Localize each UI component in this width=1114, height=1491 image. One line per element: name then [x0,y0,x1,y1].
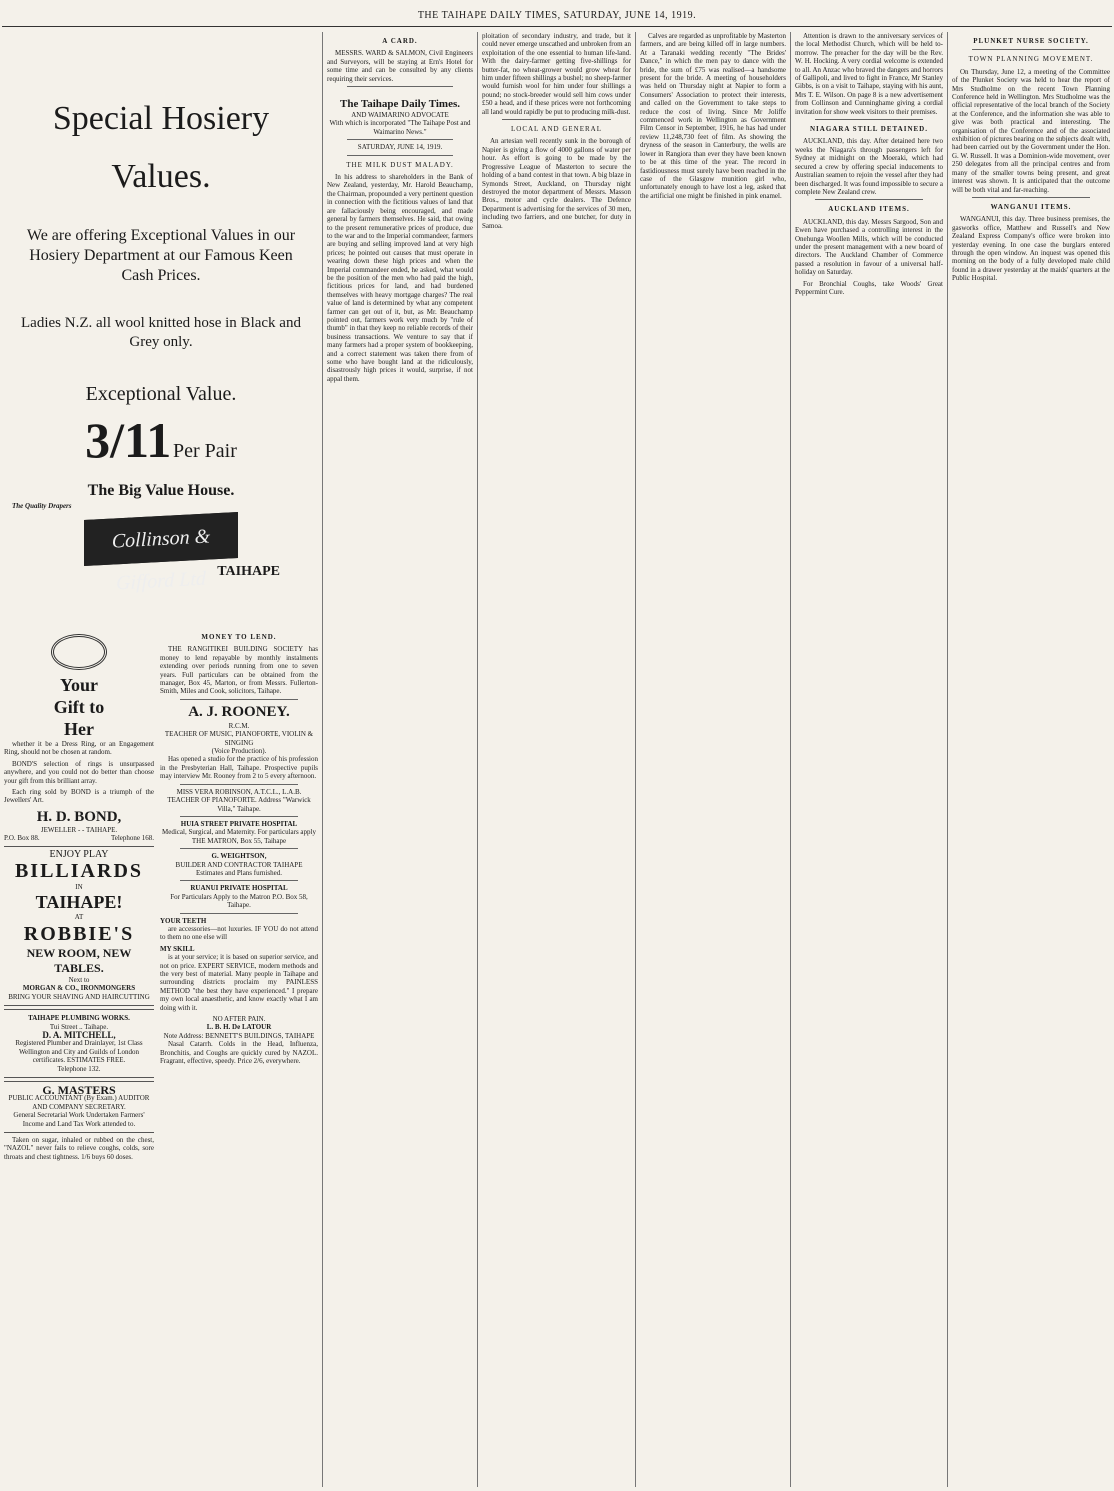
left-adverts [4,628,154,1487]
column-5-text: Calves are regarded as unprofitable by Masterton farmers, and are being killed off in large numbers. At a Taranaki wedding recently "The Brides' Dance," in which the men pay to dance with the bride, the sum of £75 was realised—a handsome present for the bride. A meeting of householders was held on Thursday night at Napier to form a Consumers' Association to protect their interests, and called on the Government to take steps to reduce the cost of living. Since Mr Joliffe commenced work in Wellington as Government Film Censor in September, 1916, he has had under review 11,248,730 feet of film. As showing the dryness of the season in Canterbury, the wells are lower in Rangiora than ever they have been known to be at this time of the year. The record in fastidiousness must surely have been reached in the case of the Glasgow munition girl who, unfortunately enough to have lost a leg, asked that the artificial one might be finished in pink enamel. [640,32,786,200]
editorial-column [327,32,473,1487]
bond-text-2: BOND'S selection of rings is unsurpassed anywhere, and you could not do better than choose your gift from this brilliant array. [4,759,154,785]
ruanui-text: For Particulars Apply to the Matron P.O. Box 58, Taihape. [170,892,308,910]
hosiery-title-2: Values. [111,158,211,195]
small-ads-column [160,628,318,1487]
money-text: THE RANGITIKEI BUILDING SOCIETY has money to lend repayable by monthly instalments extending over periods running from one to seven years. Full particulars can be obtained from the manager, Box 45, Marton, or from Messrs. Fullerton-Smith, Miles and Cook, solicitors, Taihape. [160,645,318,696]
hosiery-town: TAIHAPE [217,564,280,580]
plumbing-telephone: Telephone 132. [57,1064,101,1073]
paper-note: With which is incorporated "The Taihape Post and Waimarino News." [329,119,471,136]
masthead: THE TAIHAPE DAILY TIMES, SATURDAY, JUNE 14, 1919. [417,10,697,21]
editorial-continued: ploitation of secondary industry, and trade, but it could never emerge unscathed and unbroken from an exploitation of the one essential to human life-land. With the dairy-farmer getting five-shillings for butter-fat, no wheat-grower would grow wheat for him under fifteen shillings a bushel; no sheep-farmer would furnish wool for him under four shillings a pound; no stock-breeder would sell him cows under £50 a head, and if these prices were not forthcoming all land would rapidly be put to producing milk-dust. [482,32,631,116]
billiards-robbies: ROBBIE'S [23,922,135,945]
billiards-ad [4,846,154,1006]
plumbing-ad [4,1009,154,1078]
plumbing-name: D. A. MITCHELL, [42,1029,116,1040]
masters-ad [4,1081,154,1133]
town-planning-text: On Thursday, June 12, a meeting of the Committee of the Plunket Society was held to hear the report of Mrs Studholme on the recent Town Planning Conference held in Wellington. Mrs Studholme was the official representative of the local branch of the Society at the Conference, and the information she was able to give was both practical and interesting. The organisation of the Conference and of the associated exhibition of pictures bearing on the subjects dealt with, had been carried out by the Government under the Hon. G. W. Russell. It was a Dominion-wide movement, over 250 delegates from all the principal centres and from many of the smaller towns being present, and great interest was shown. It is anticipated that the outcome will be both vital and far-reaching. [952,67,1110,194]
hosiery-product: Ladies N.Z. all wool knitted hose in Black and Grey only. [21,315,301,350]
column-divider [322,32,323,1487]
paper-title: The Taihape Daily Times. [339,98,461,111]
dentist-address: Note Address: BENNETT'S BUILDINGS, TAIHAPE [163,1031,315,1040]
hosiery-title: Special Hosiery [52,100,270,137]
bond-gift-to: Gift to [53,697,105,717]
hosiery-advertisement [4,40,318,620]
editorial-date: SATURDAY, JUNE 14, 1919. [357,143,443,152]
niagara-text: AUCKLAND, this day. After detained here two weeks the Niagara's through passengers left for Sydney at midnight on the Moeraki, which had secured a crew by offering special inducements to Australian seamen to rejoin the vessel after they had been discharged. It was found impossible to secure a complete New Zealand crew. [795,137,943,196]
column-7 [952,32,1110,1487]
billiards-town: TAIHAPE! [35,892,123,913]
woods-ad: For Bronchial Coughs, take Woods' Great Peppermint Cure. [795,279,943,296]
robinson-text: TEACHER OF PIANOFORTE. Address "Warwick Villa," Taihape. [167,796,311,813]
bond-trade: JEWELLER - - TAIHAPE. [40,825,118,834]
billiards-morgan: MORGAN & CO., IRONMONGERS [22,984,136,993]
town-planning-title: TOWN PLANNING MOVEMENT. [968,55,1094,64]
local-general-text: An artesian well recently sunk in the borough of Napier is giving a flow of 4000 gallons of water per hour. As effort is going to be made by the Progressive League of Masterton to secure the holding of a band contest in that town. A big blaze in Symonds Street, Auckland, on Thursday night destroyed the motor department of Messrs. Masson Bros., motor and cycle dealers. The Defence Department is advertising for the services of 30 men, including two farriers, and one butcher, for duty in Samoa. [482,137,631,230]
hosiery-offer: We are offering Exceptional Values in our Hosiery Department at our Famous Keen Cash Prices. [26,227,296,284]
hosiery-per-pair: Per Pair [173,440,237,462]
wanganui-title: WANGANUI ITEMS. [990,202,1072,211]
bond-name: H. D. BOND, [36,808,122,825]
catarrh-ad: Nasal Catarrh. Colds in the Head, Influenza, Bronchitis, and Coughs are quickly cured by NAZOL. Fragrant, effective, speedy. Price 2/6, everywhere. [160,1040,318,1066]
plumbing-title: TAIHAPE PLUMBING WORKS. [28,1014,130,1023]
weightson-sub: Estimates and Plans furnished. [196,868,282,877]
huia-text: Medical, Surgical, and Maternity. For particulars apply THE MATRON, Box 55, Taihape [162,828,316,845]
huia-title: HUIA STREET PRIVATE HOSPITAL [180,819,298,828]
teeth-text: are accessories—not luxuries. IF YOU do not attend to them no one else will [160,924,318,942]
billiards-in: IN [75,883,83,892]
masters-line-2: General Secretarial Work Undertaken Farmers' Income and Land Tax Work attended to. [13,1111,145,1128]
collinson-gifford-logo: Collinson & Gifford Ltd [84,512,238,566]
weightson-text: BUILDER AND CONTRACTOR TAIHAPE [175,860,303,869]
wanganui-text: WANGANUI, this day. Three business premises, the gasworks office, Matthew and Russell's and New Zealand Express Company's office were broken into yesterday evening. In one case the burglars entered through the open window. An inquest was opened this morning on the body of a fully developed male child found in a drawer yesterday at the maids' quarters at the Public Hospital. [952,215,1110,283]
drapers-tagline: The Quality Drapers [12,501,72,510]
ruanui-title: RUANUI PRIVATE HOSPITAL [190,884,288,893]
auckland-title: AUCKLAND ITEMS. [828,205,910,214]
billiards-at: AT [74,913,84,922]
column-4 [482,32,631,1487]
bond-her: Her [64,719,94,739]
plunket-title: PLUNKET NURSE SOCIETY. [973,37,1089,45]
plumbing-address: Tui Street .. Taihape. [49,1022,109,1031]
niagara-title: NIAGARA STILL DETAINED. [810,125,928,134]
hosiery-price-row [12,412,310,468]
masters-line-1: PUBLIC ACCOUNTANT (By Exam.) AUDITOR AND COMPANY SECRETARY. [8,1094,150,1111]
masthead-rule [2,26,1112,27]
paper-subtitle: AND WAIMARINO ADVOCATE [351,111,449,120]
hosiery-exceptional: Exceptional Value. [85,383,237,405]
bond-text-3: Each ring sold by BOND is a triumph of the Jewellers' Art. [4,788,154,805]
skill-note: NO AFTER PAIN. [212,1015,266,1024]
masters-name: G. MASTERS [42,1082,116,1097]
editorial-body: In his address to shareholders in the Bank of New Zealand, yesterday, Mr. Harold Beauchamp, the Chairman, propounded a very pertinent question in connection with the fictitious values of land that are fallaciously being encouraged, and made general by farmers themselves. He said, that owing to the present remunerative prices of produce, due to the war and to the Imperial commandeer, farmers are buying and selling improved land at very high prices; he pointed out causes that must operate in wearing down these high prices and when the Imperial commandeer ended, he asked, what would be the position of the men who had paid the high, fictitious prices for land, and had burdened themselves with heavy mortgage charges? The real value of land is determined by what any competent farmer can get out of it, but, as Mr. Beauchamp pointed out, farmers work very much by "rule of thumb" in that they keep no reliable records of their business transactions. We venture to say that if many farmers had a proper system of bookkeeping, and a correct statement was taken there from of some who have bought land at the ridiculously, disastrously high prices it would, surprise, if not appal them. [327,173,473,383]
hosiery-house: The Big Value House. [87,482,235,500]
column-divider [790,32,791,1487]
bond-text-1: whether it be a Dress Ring, or an Engagement Ring, should not be chosen at random. [4,740,154,757]
column-divider [635,32,636,1487]
rooney-degree: R.C.M. [228,721,250,730]
column-divider [477,32,478,1487]
column-5 [640,32,786,1487]
money-title: MONEY TO LEND. [201,633,277,641]
editorial-title: THE MILK DUST MALADY. [346,160,454,169]
local-general-title: LOCAL AND GENERAL [510,125,602,134]
rooney-sub: (Voice Production). [211,747,267,756]
column-divider [947,32,948,1487]
billiards-bring: BRING YOUR SHAVING AND HAIRCUTTING [8,992,150,1001]
bond-your: Your [59,675,98,695]
column-6-text: Attention is drawn to the anniversary services of the local Methodist Church, which will be held to-morrow. The preacher for the day will be the Rev. W. H. Hocking. A very cordial welcome is extended to all. An Anzac who braved the dangers and horrors of Gallipoli, and lived to fight in France, Mr Stanley Gibbs, is on a visit to Taihape, staying with his aunt, Mrs T. E. Wilson. On page 8 is a new advertisement from Collinson and Cunninghame giving a cordial invitation for show week visitors to their premises. [795,32,943,116]
billiards-enjoy: ENJOY PLAY [49,848,109,860]
ring-icon [51,634,107,670]
robinson-name: MISS VERA ROBINSON, A.T.C.L., L.A.B. [176,787,302,796]
billiards-new-room: NEW ROOM, NEW TABLES. [26,945,132,975]
billiards-next: Next to [68,975,90,984]
skill-text: is at your service; it is based on superior service, and not on price. EXPERT SERVICE, modern methods and the very best of material. Many people in Taihape and surrounding districts proclaim my PAINLESS METHOD "the best they have experienced." I prepare my own local anaesthetic, and know exactly what I am doing with it. [160,953,318,1012]
bond-telephone: Telephone 168. [110,834,154,843]
dentist-name: L. B. H. De LATOUR [206,1023,272,1032]
rooney-name: A. J. ROONEY. [188,703,290,720]
card-title: A CARD. [382,37,418,45]
skill-title: MY SKILL [160,944,195,953]
hosiery-price: 3/11 [85,412,172,468]
billiards-title: BILLIARDS [14,860,144,883]
rooney-text: TEACHER OF MUSIC, PIANOFORTE, VIOLIN & SINGING [164,730,314,747]
weightson-name: G. WEIGHTSON, [211,852,267,861]
plumbing-text: Registered Plumber and Drainlayer, 1st Class Wellington and City and Guilds of London certificates. ESTIMATES FREE. [15,1039,143,1065]
bond-po-box: P.O. Box 88. [4,834,40,843]
auckland-text: AUCKLAND, this day. Messrs Sargood, Son and Ewen have purchased a controlling interest in the Onehunga Woollen Mills, which will be conducted under the present management with a new board of directors. The Auckland Chamber of Commerce passed a resolution in favour of a universal half-holiday on Saturday. [795,217,943,277]
teeth-title: YOUR TEETH [160,916,207,925]
nazol-ad: Taken on sugar, inhaled or rubbed on the chest, "NAZOL" never fails to relieve coughs, colds, sore throats and chest tightness. 1/6 buys 60 doses. [4,1135,154,1161]
rooney-body: Has opened a studio for the practice of his profession in the Presbyterian Hall, Taihape. Prospective pupils may interview Mr. Rooney from 2 to 5 every afternoon. [160,755,318,781]
card-text: MESSRS. WARD & SALMON, Civil Engineers and Surveyors, will be staying at Ern's Hotel for some time and can be consulted by any clients requiring their services. [327,49,473,83]
column-6 [795,32,943,1487]
